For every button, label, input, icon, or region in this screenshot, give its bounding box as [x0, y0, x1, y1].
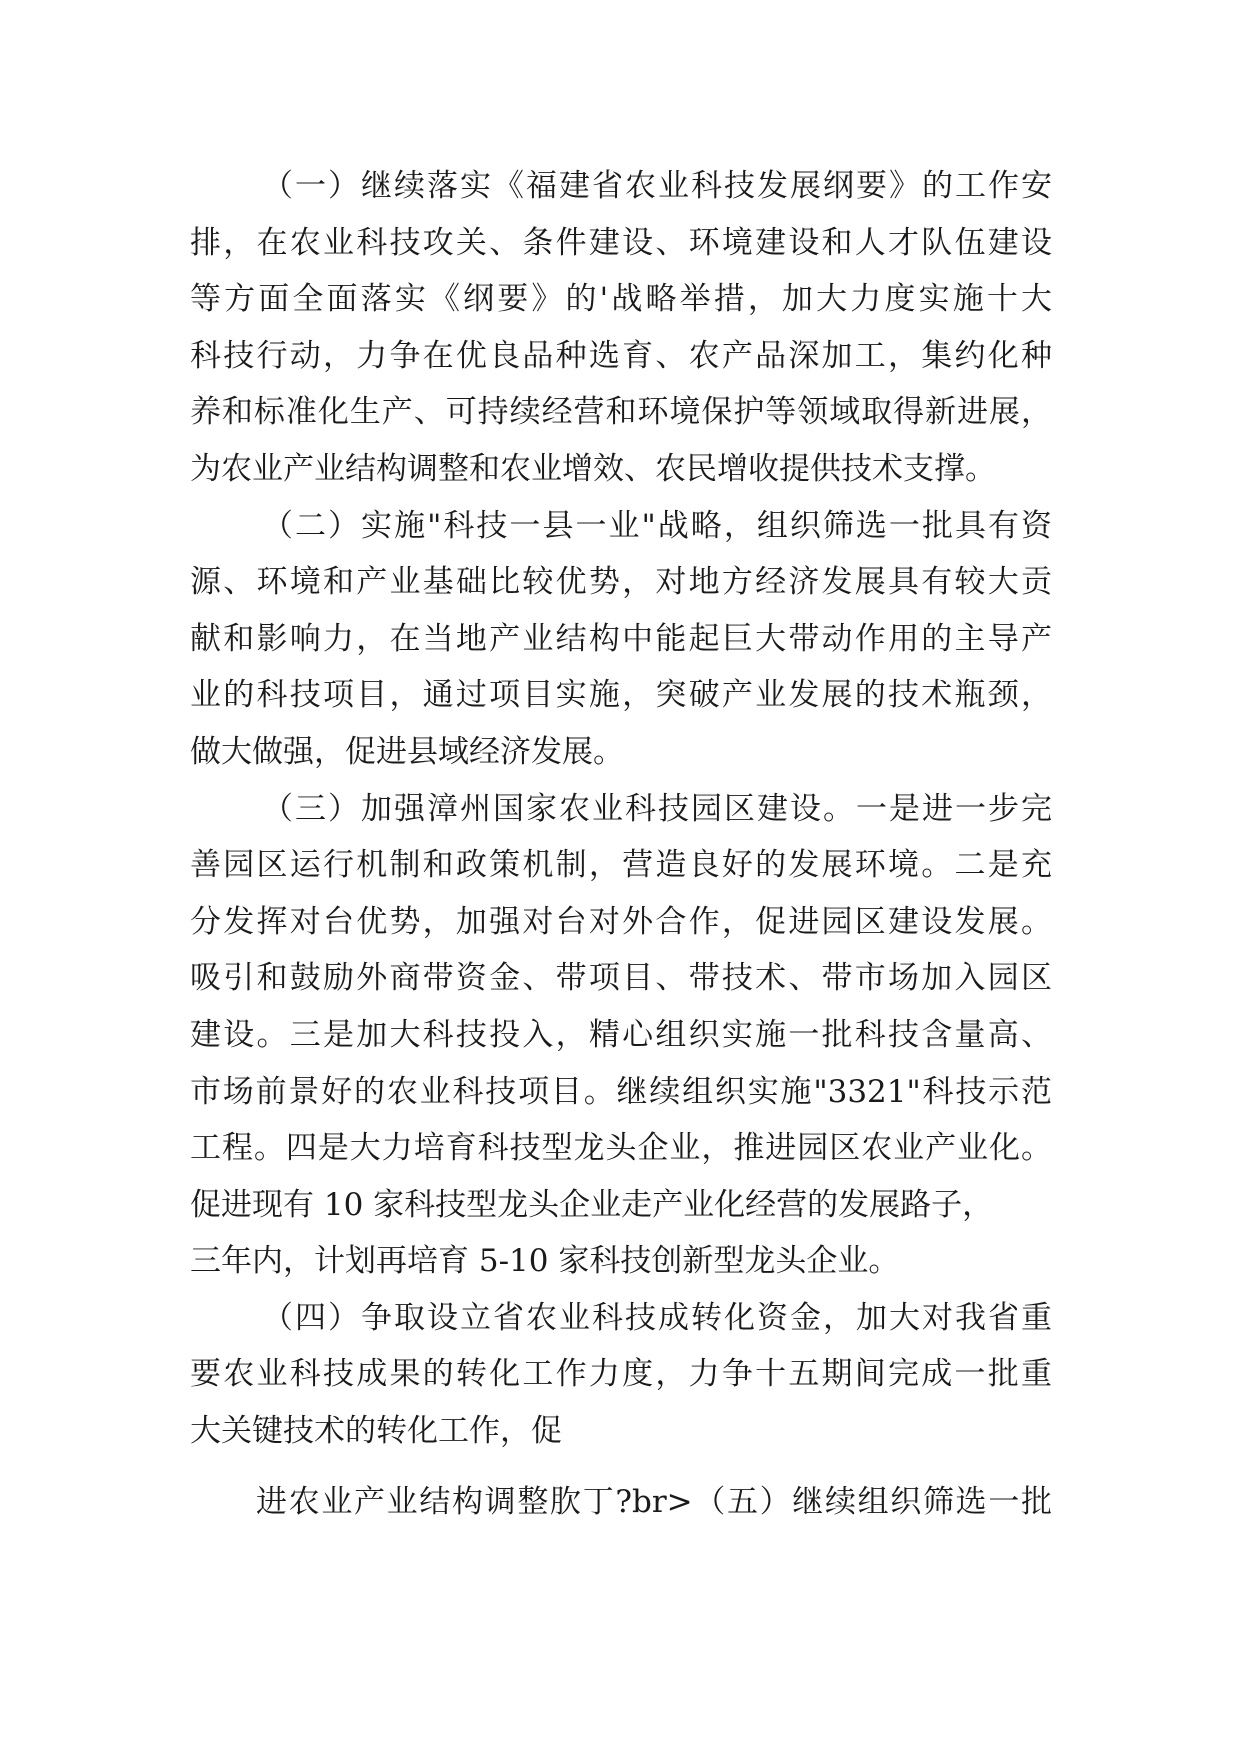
text-line: （四）争取设立省农业科技成转化资金，加大对我省重 [262, 1299, 1052, 1336]
text-line: 三年内，计划再培育 5-10 家科技创新型龙头企业。 [190, 1243, 900, 1280]
text-line: 业的科技项目，通过项目实施，突破产业发展的技术瓶颈， [190, 677, 1052, 714]
text-line: 等方面全面落实《纲要》的'战略举措，加大力度实施十大 [190, 281, 1052, 318]
text-line: 市场前景好的农业科技项目。继续组织实施"3321"科技示范 [190, 1073, 1052, 1110]
paragraph-2 [190, 498, 1052, 781]
paragraph-4 [190, 1290, 1052, 1460]
text-line: 工程。四是大力培育科技型龙头企业，推进园区农业产业化。 [190, 1130, 1052, 1167]
text-line: （一）继续落实《福建省农业科技发展纲要》的工作安 [262, 168, 1052, 204]
text-line: 进农业产业结构调整肷丁?br>（五）继续组织筛选一批 [256, 1483, 1052, 1520]
text-line: （二）实施"科技一县一业"战略，组织筛选一批具有资 [262, 507, 1052, 544]
text-line: 大关键技术的转化工作，促 [190, 1413, 562, 1450]
text-line: 促进现有 10 家科技型龙头企业走产业化经营的发展路子， [190, 1186, 994, 1223]
text-line: 做大做强，促进县域经济发展。 [190, 733, 624, 770]
paragraph-1 [190, 158, 1052, 498]
text-line: 养和标准化生产、可持续经营和环境保护等领域取得新进展， [190, 394, 1052, 431]
text-line: （三）加强漳州国家农业科技园区建设。一是进一步完 [262, 790, 1052, 827]
text-line: 为农业产业结构调整和农业增效、农民增收提供技术支撑。 [190, 450, 996, 487]
text-line: 分发挥对台优势，加强对台对外合作，促进园区建设发展。 [190, 903, 1052, 940]
document-body [190, 158, 1052, 1530]
paragraph-3 [190, 781, 1052, 1290]
paragraph-gap [190, 1460, 1052, 1474]
paragraph-5 [190, 1474, 1052, 1531]
text-line: 科技行动，力争在优良品种选育、农产品深加工，集约化种 [190, 337, 1052, 374]
text-line: 排，在农业科技攻关、条件建设、环境建设和人才队伍建设 [190, 224, 1052, 261]
text-line: 源、环境和产业基础比较优势，对地方经济发展具有较大贡 [190, 564, 1052, 601]
text-line: 吸引和鼓励外商带资金、带项目、带技术、带市场加入园区 [190, 960, 1052, 997]
text-line: 献和影响力，在当地产业结构中能起巨大带动作用的主导产 [190, 620, 1052, 657]
text-line: 要农业科技成果的转化工作力度，力争十五期间完成一批重 [190, 1356, 1052, 1393]
text-line: 善园区运行机制和政策机制，营造良好的发展环境。二是充 [190, 847, 1052, 884]
text-line: 建设。三是加大科技投入，精心组织实施一批科技含量高、 [190, 1016, 1052, 1053]
